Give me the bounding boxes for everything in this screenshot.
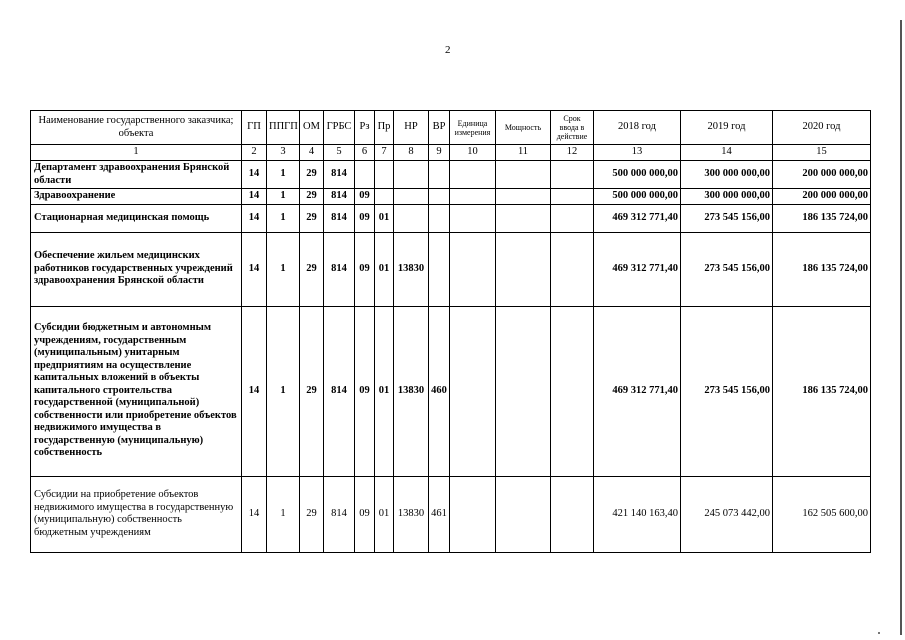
table-row-department [31,161,871,189]
cell-rz: 09 [355,204,375,232]
column-number: 1 [31,145,242,161]
header-gp: ГП [242,111,267,145]
cell-ppgp: 1 [267,232,300,306]
cell-rz: 09 [355,306,375,476]
header-ppgp: ППГП [267,111,300,145]
cell-ppgp: 1 [267,204,300,232]
cell-2019: 273 545 156,00 [681,232,773,306]
cell-pr: 01 [375,232,394,306]
cell-ppgp: 1 [267,476,300,552]
column-number: 3 [267,145,300,161]
page-edge-line [900,20,902,635]
cell-2019: 300 000 000,00 [681,189,773,205]
cell-nr: 13830 [394,306,429,476]
cell-power [496,306,551,476]
cell-power [496,189,551,205]
table-row-inpatient-care [31,204,871,232]
cell-2020: 186 135 724,00 [773,232,871,306]
cell-grbs: 814 [324,232,355,306]
cell-gp: 14 [242,189,267,205]
table-row-housing [31,232,871,306]
cell-om: 29 [300,161,324,189]
cell-om: 29 [300,476,324,552]
cell-vr [429,161,450,189]
cell-2018: 469 312 771,40 [594,204,681,232]
header-om: ОМ [300,111,324,145]
column-number: 2 [242,145,267,161]
cell-pr [375,189,394,205]
column-number: 4 [300,145,324,161]
cell-nr [394,204,429,232]
header-nr: НР [394,111,429,145]
column-number: 10 [450,145,496,161]
cell-2018: 469 312 771,40 [594,232,681,306]
column-number: 12 [551,145,594,161]
page-number: 2 [445,44,451,56]
header-pr: Пр [375,111,394,145]
cell-nr [394,161,429,189]
cell-grbs: 814 [324,161,355,189]
column-number: 11 [496,145,551,161]
cell-om: 29 [300,189,324,205]
budget-table [30,110,871,553]
cell-2020: 186 135 724,00 [773,204,871,232]
cell-2019: 273 545 156,00 [681,204,773,232]
cell-2019: 245 073 442,00 [681,476,773,552]
cell-power [496,204,551,232]
row-name: Субсидии на приобретение объектов недвижимого имущества в государственную (муниципальную) собственность бюджетным учреждениям [31,476,242,552]
cell-om: 29 [300,306,324,476]
cell-2020: 200 000 000,00 [773,161,871,189]
cell-ppgp: 1 [267,189,300,205]
cell-power [496,476,551,552]
cell-om: 29 [300,232,324,306]
cell-term [551,189,594,205]
column-number: 13 [594,145,681,161]
table-row-subsidies-capital [31,306,871,476]
cell-2018: 469 312 771,40 [594,306,681,476]
cell-rz: 09 [355,189,375,205]
column-number: 14 [681,145,773,161]
row-name: Субсидии бюджетным и автономным учреждениям, государственным (муниципальным) унитарным предприятиям на осуществление капитальных вложений в объекты капитального строительства государственной (муниципальной) собственности или приобретение объектов недвижимого имущества в государственную (муниципальную) собственность [31,306,242,476]
cell-pr: 01 [375,306,394,476]
cell-rz [355,161,375,189]
cell-vr [429,189,450,205]
cell-vr: 460 [429,306,450,476]
cell-term [551,204,594,232]
cell-nr: 13830 [394,232,429,306]
header-row [31,111,871,145]
column-number-row [31,145,871,161]
header-rz: Рз [355,111,375,145]
cell-rz: 09 [355,232,375,306]
header-2018: 2018 год [594,111,681,145]
header-2020: 2020 год [773,111,871,145]
header-2019: 2019 год [681,111,773,145]
scan-dot [878,632,880,634]
cell-gp: 14 [242,306,267,476]
cell-2018: 421 140 163,40 [594,476,681,552]
cell-grbs: 814 [324,476,355,552]
column-number: 7 [375,145,394,161]
cell-om: 29 [300,204,324,232]
row-name: Стационарная медицинская помощь [31,204,242,232]
column-number: 9 [429,145,450,161]
cell-gp: 14 [242,204,267,232]
cell-2020: 186 135 724,00 [773,306,871,476]
cell-nr [394,189,429,205]
cell-gp: 14 [242,232,267,306]
cell-power [496,161,551,189]
column-number: 8 [394,145,429,161]
cell-unit [450,476,496,552]
header-name: Наименование государственного заказчика; объекта [31,111,242,145]
cell-power [496,232,551,306]
cell-2018: 500 000 000,00 [594,161,681,189]
table-row-subsidies-acquisition [31,476,871,552]
cell-pr: 01 [375,476,394,552]
header-unit: Единица измерения [450,111,496,145]
cell-grbs: 814 [324,204,355,232]
row-name: Департамент здравоохранения Брянской области [31,161,242,189]
cell-nr: 13830 [394,476,429,552]
cell-unit [450,189,496,205]
cell-2019: 273 545 156,00 [681,306,773,476]
header-term: Срок ввода в действие [551,111,594,145]
cell-ppgp: 1 [267,161,300,189]
cell-vr [429,204,450,232]
cell-gp: 14 [242,161,267,189]
column-number: 6 [355,145,375,161]
cell-rz: 09 [355,476,375,552]
cell-grbs: 814 [324,306,355,476]
table-row-healthcare [31,189,871,205]
cell-2018: 500 000 000,00 [594,189,681,205]
cell-pr: 01 [375,204,394,232]
cell-ppgp: 1 [267,306,300,476]
cell-gp: 14 [242,476,267,552]
row-name: Обеспечение жильем медицинских работников государственных учреждений здравоохранения Брянской области [31,232,242,306]
cell-grbs: 814 [324,189,355,205]
header-power: Мощность [496,111,551,145]
column-number: 5 [324,145,355,161]
cell-2020: 200 000 000,00 [773,189,871,205]
cell-term [551,161,594,189]
cell-unit [450,306,496,476]
cell-term [551,476,594,552]
cell-vr: 461 [429,476,450,552]
cell-pr [375,161,394,189]
cell-unit [450,161,496,189]
cell-unit [450,204,496,232]
cell-unit [450,232,496,306]
header-vr: ВР [429,111,450,145]
column-number: 15 [773,145,871,161]
header-grbs: ГРБС [324,111,355,145]
row-name: Здравоохранение [31,189,242,205]
cell-2020: 162 505 600,00 [773,476,871,552]
cell-term [551,232,594,306]
cell-vr [429,232,450,306]
cell-term [551,306,594,476]
cell-2019: 300 000 000,00 [681,161,773,189]
